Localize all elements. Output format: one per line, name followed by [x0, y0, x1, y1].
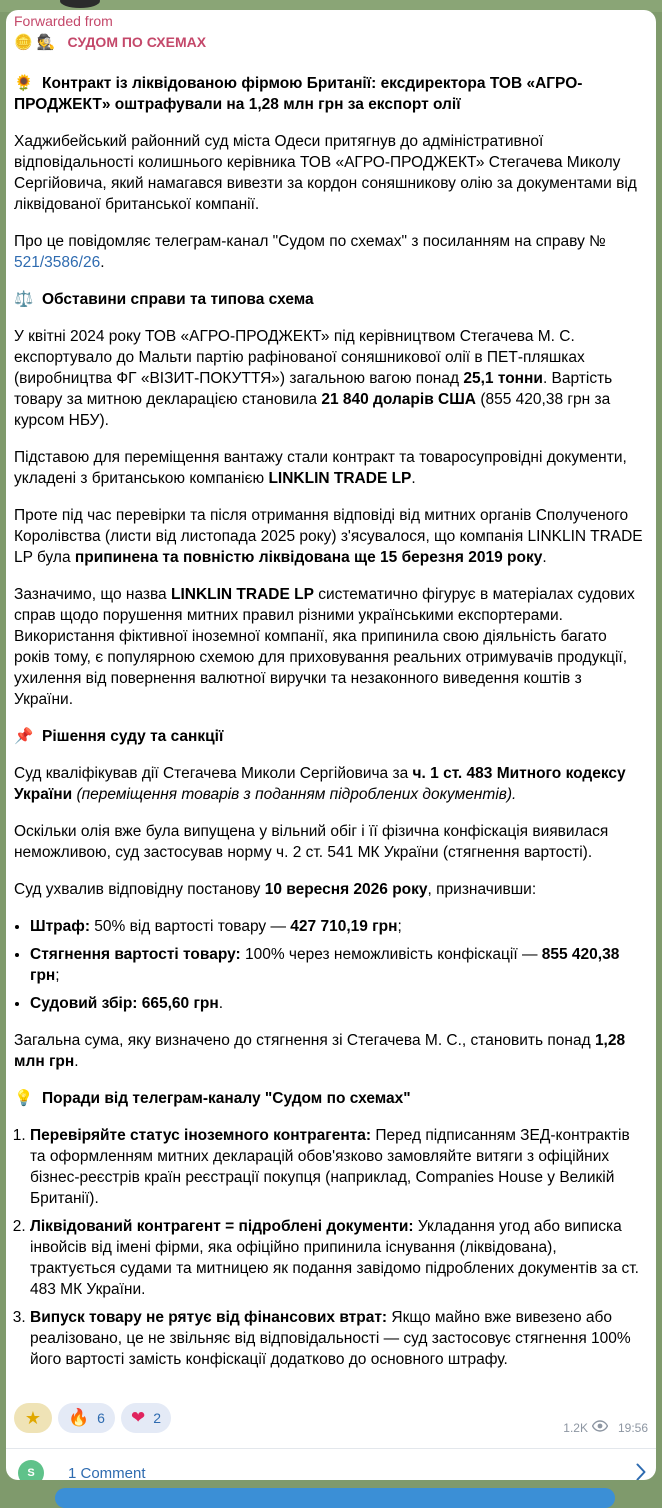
sanctions-list	[14, 916, 644, 1014]
text: Загальна сума, яку визначено до стягнення зі Стегачева М. С., становить понад	[14, 1032, 595, 1049]
message-content	[6, 12, 644, 1370]
message-bubble	[6, 10, 656, 1480]
section-heading	[14, 289, 644, 310]
list-item	[30, 993, 644, 1014]
paragraph	[14, 1030, 644, 1072]
list-item	[30, 1216, 644, 1300]
comments-label[interactable]: 1 Comment	[68, 1464, 146, 1480]
post-title-text: Контракт із ліквідованою фірмою Британії: ексдиректора ТОВ «АГРО-ПРОДЖЕКТ» оштрафували на 1,28 млн грн за експорт олії	[14, 75, 583, 113]
text: Суд кваліфікував дії Стегачева Миколи Сергійовича за	[14, 765, 413, 782]
bold-text: 25,1 тонни	[463, 370, 543, 387]
case-link[interactable]: 521/3586/26	[14, 254, 101, 271]
text: (855 420,38 грн за курсом НБУ).	[14, 391, 611, 429]
commenter-avatar: S	[18, 1460, 44, 1480]
item-text: Укладання угод або виписка інвойсів від імені фірми, яка офіційно припинила існування (ліквідована), трактується судами та митницею як подання завідомо підроблених документів за ст. 483 МК України.	[30, 1218, 639, 1298]
bold-text: припинена та повністю ліквідована ще 15 березня 2019 року	[74, 549, 543, 566]
item-text: Перед підписанням ЗЕД-контрактів та оформленням митних декларацій обов'язково замовляйте витяги з офіційних бізнес-реєстрів країн реєстрації покупця (наприклад, Companies House у Великій Британії).	[30, 1127, 630, 1207]
text: систематично фігурує в матеріалах судових справ щодо порушення митних правил різними українськими експортерами. Використання фіктивної іноземної компанії, яка припинила свою діяльність багато років тому, є популярною схемою для приховування реальних отримувачів продукції, ухилення від повернення валютної виручки та незаконного виведення коштів з України.	[14, 586, 635, 708]
paragraph	[14, 326, 644, 431]
item-end: ;	[397, 918, 402, 935]
item-end: .	[218, 995, 224, 1012]
post-title	[14, 73, 644, 115]
list-item	[30, 1307, 644, 1370]
text: Проте під час перевірки та після отримання відповіді від митних органів Сполученого Королівства (листи від листопада 2025 року) з'ясувалося, що компанія LINKLIN TRADE LP була	[14, 507, 643, 566]
bold-text: 10 вересня 2026 року	[264, 881, 428, 898]
item-value: 855 420,38 грн	[30, 946, 620, 984]
item-label: Перевіряйте статус іноземного контрагента:	[30, 1127, 372, 1144]
item-label: Стягнення вартості товару:	[30, 946, 241, 963]
item-value: 427 710,19 грн	[290, 918, 398, 935]
item-text: Якщо майно вже вивезено або реалізовано, це не звільняє від відповідальності — суд застосовує стягнення 100% його вартості замість конфіскації додатково до основного штрафу.	[30, 1309, 631, 1368]
fire-icon: 🔥	[68, 1408, 90, 1427]
heading-text: Рішення суду та санкції	[42, 728, 224, 745]
tips-list	[14, 1125, 644, 1370]
bottom-action-bar[interactable]	[55, 1488, 615, 1508]
bold-text: ч. 1 ст. 483 Митного кодексу України	[14, 765, 626, 803]
bold-text: LINKLIN TRADE LP	[268, 470, 412, 487]
section-heading	[14, 1088, 644, 1109]
text: Суд ухвалив відповідну постанову	[14, 881, 265, 898]
comments-button[interactable]	[6, 1449, 656, 1480]
item-end: ;	[55, 967, 60, 984]
reactions-bar	[14, 1403, 171, 1433]
paragraph	[14, 879, 644, 900]
italic-text: (переміщення товарів з поданням підроблених документів).	[72, 786, 517, 803]
paragraph	[14, 447, 644, 489]
paragraph	[14, 584, 644, 710]
item-text: 50% від вартості товару —	[89, 918, 291, 935]
text: .	[411, 470, 416, 487]
forwarded-source[interactable]	[14, 31, 644, 53]
heading-text: Обставини справи та типова схема	[42, 291, 314, 308]
pushpin-icon: 📌	[14, 728, 34, 745]
text: Зазначимо, що назва	[14, 586, 171, 603]
item-label: Ліквідований контрагент = підроблені документи:	[30, 1218, 414, 1235]
scales-icon: ⚖️	[14, 291, 34, 308]
message-meta	[563, 1420, 648, 1435]
bold-text: 21 840 доларів США	[321, 391, 477, 408]
paragraph	[14, 505, 644, 568]
item-text: 100% через неможливість конфіскації —	[240, 946, 542, 963]
paragraph	[14, 763, 644, 805]
star-icon: ★	[24, 1407, 42, 1428]
item-label: Штраф:	[30, 918, 90, 935]
lightbulb-icon: 💡	[14, 1090, 34, 1107]
eye-icon	[592, 1420, 608, 1435]
forwarded-label: Forwarded from	[14, 13, 113, 29]
message-time: 19:56	[617, 1420, 648, 1435]
reaction-heart[interactable]	[121, 1403, 171, 1433]
text: , призначивши:	[427, 881, 537, 898]
text: У квітні 2024 року ТОВ «АГРО-ПРОДЖЕКТ» під керівництвом Стегачева М. С. експортувало до Мальти партію рафінованої соняшникової олії в ПЕТ-пляшках (виробництва ФГ «ВІЗИТ-ПОКУТТЯ») загальною вагою понад	[14, 328, 585, 387]
chevron-right-icon	[636, 1463, 646, 1480]
item-label: Судовий збір: 665,60 грн	[30, 995, 219, 1012]
text: . Вартість товару за митною декларацією становила	[14, 370, 613, 408]
source-emoji: 🪙 🕵	[14, 34, 56, 51]
heading-text: Поради від телеграм-каналу "Судом по схемах"	[42, 1090, 411, 1107]
list-item	[30, 916, 644, 937]
section-heading	[14, 726, 644, 747]
sunflower-icon: 🌻	[14, 75, 34, 92]
paragraph: Хаджибейський районний суд міста Одеси притягнув до адміністративної відповідальності колишнього керівника ТОВ «АГРО-ПРОДЖЕКТ» Стегачева Миколу Сергійовича, який намагався вивезти за кордон соняшникову олію за документами від ліквідованої британської компанії.	[14, 133, 637, 213]
item-label: Випуск товару не рятує від фінансових втрат:	[30, 1309, 388, 1326]
paragraph	[14, 231, 644, 273]
text: Про це повідомляє телеграм-канал "Судом по схемах" з посиланням на справу №	[14, 233, 606, 250]
list-item	[30, 944, 644, 986]
list-item	[30, 1125, 644, 1209]
bold-text: 1,28 млн грн	[14, 1032, 626, 1070]
reaction-count: 6	[97, 1410, 105, 1426]
bold-text: LINKLIN TRADE LP	[170, 586, 314, 603]
text: .	[100, 254, 105, 271]
reaction-count: 2	[153, 1410, 162, 1426]
reaction-fire[interactable]	[58, 1403, 115, 1433]
post-text	[14, 73, 644, 1370]
heart-icon: ❤	[130, 1408, 146, 1427]
paragraph: Оскільки олія вже була випущена у вільний обіг і її фізична конфіскація виявилася неможливою, суд застосував норму ч. 2 ст. 541 МК України (стягнення вартості).	[14, 823, 609, 861]
view-count: 1.2K	[563, 1420, 588, 1435]
text: Підставою для переміщення вантажу стали контракт та товаросупровідні документи, укладені з британською компанією	[14, 449, 627, 487]
reaction-star[interactable]	[14, 1403, 52, 1433]
source-name[interactable]: СУДОМ ПО СХЕМАХ	[67, 34, 207, 50]
text: .	[74, 1053, 79, 1070]
text: .	[542, 549, 547, 566]
